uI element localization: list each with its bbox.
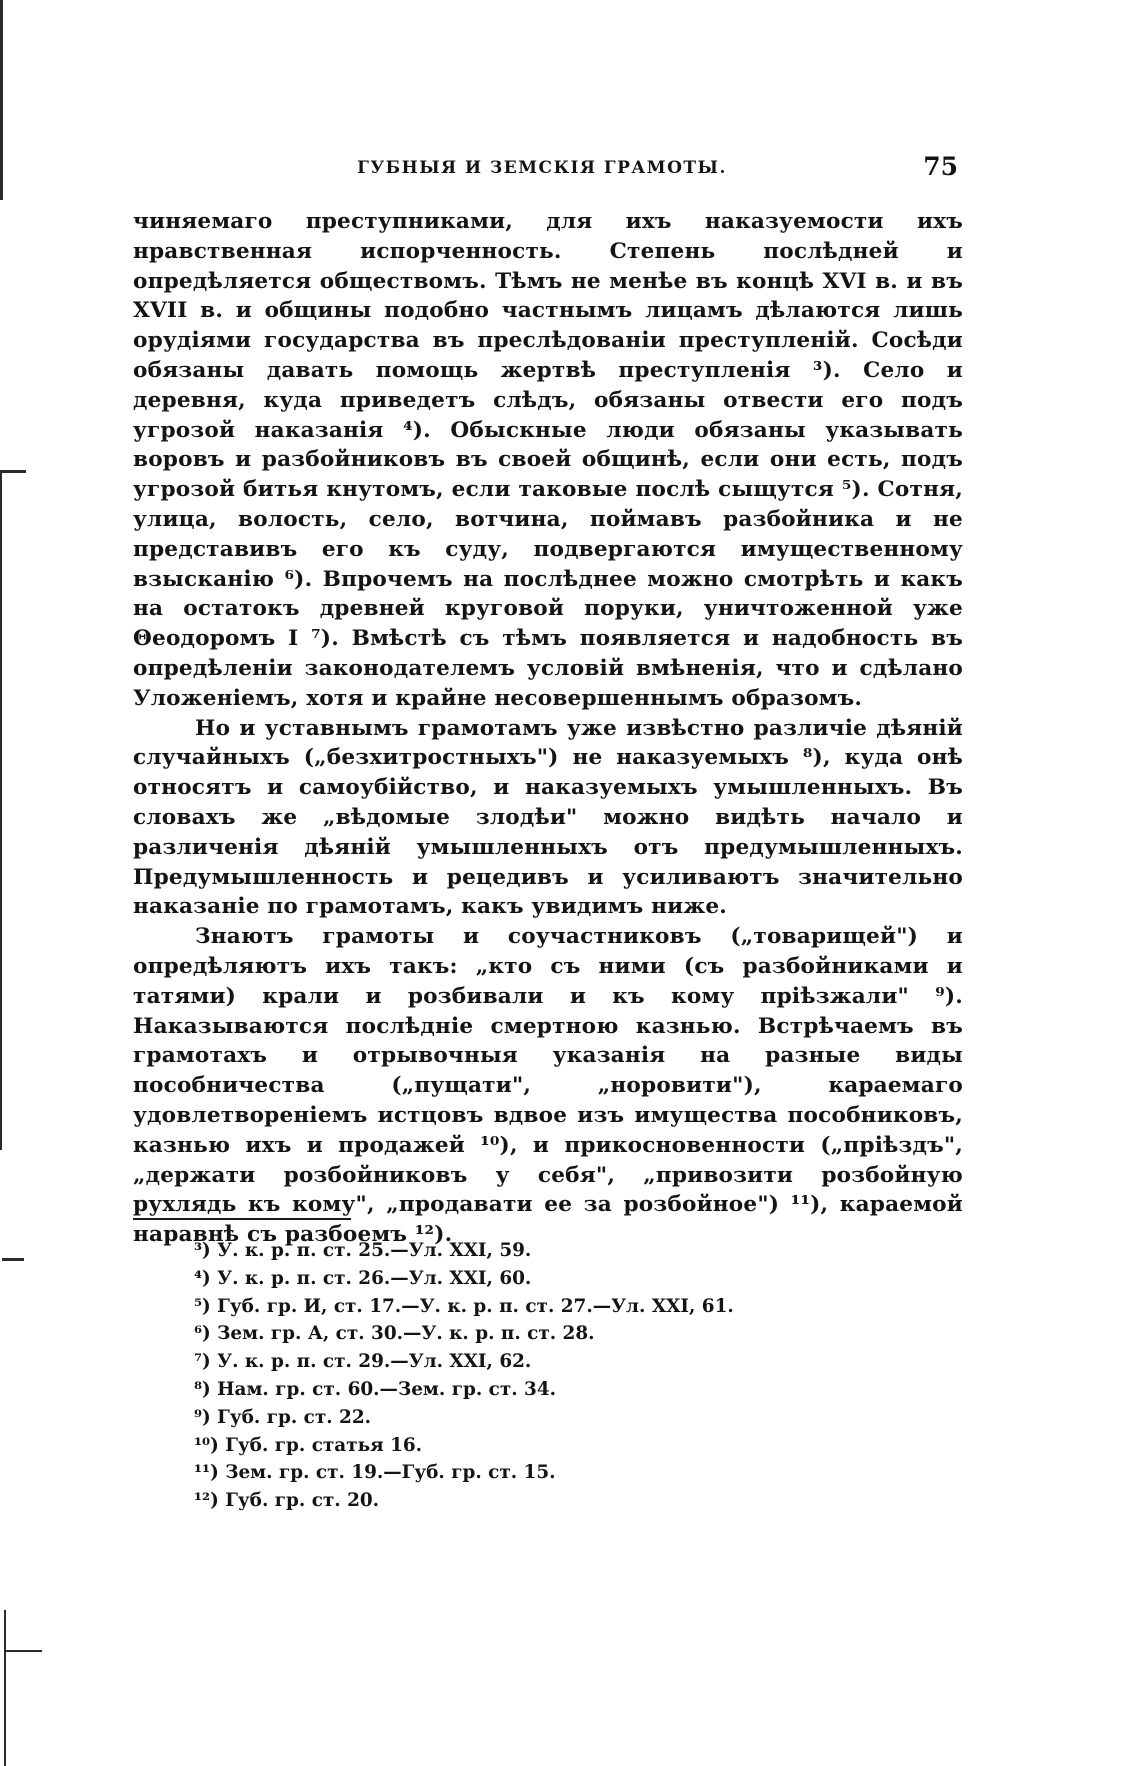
footnote: ⁹) Губ. гр. ст. 22. (194, 1406, 372, 1428)
scan-edge-line (0, 0, 3, 200)
scan-edge-mark (2, 1258, 24, 1261)
footnote: ¹²) Губ. гр. ст. 20. (194, 1490, 380, 1512)
footnote: ⁴) У. к. р. п. ст. 26.—Ул. XXI, 60. (194, 1267, 532, 1289)
paragraph: чиняемаго преступниками, для ихъ наказуемости ихъ нравственная испорченность. Степень послѣдней и опредѣляется обществомъ. Тѣмъ не менѣе въ концѣ XVI в. и въ XVII в. и общины подобно частнымъ лицамъ дѣлаются лишь орудіями государства въ преслѣдованіи преступленій. Сосѣди обязаны давать помощь жертвѣ преступленія ³). Село и деревня, куда приведетъ слѣдъ, обязаны отвести его подъ угрозой наказанія ⁴). Обыскные люди обязаны указывать воровъ и разбойниковъ въ своей общинѣ, если они есть, подъ угрозой битья кнутомъ, если таковые послѣ сыщутся ⁵). Сотня, улица, волость, село, вотчина, поймавъ разбойника и не представивъ его къ суду, подвергаются имущественному взысканію ⁶). Впрочемъ на послѣднее можно смотрѣть и какъ на остатокъ древней круговой поруки, уничтоженной уже Θеодоромъ I ⁷). Вмѣстѣ съ тѣмъ появляется и надобность въ опредѣленіи законодателемъ условій вмѣненія, что и сдѣлано Уложеніемъ, хотя и крайне несовершеннымъ образомъ. (133, 209, 963, 711)
footnote: ¹¹) Зем. гр. ст. 19.—Губ. гр. ст. 15. (194, 1462, 556, 1484)
scan-edge-mark (2, 470, 26, 473)
footnote: ⁸) Нам. гр. ст. 60.—Зем. гр. ст. 34. (194, 1378, 557, 1400)
scan-edge-line (4, 1610, 6, 1766)
page-header (118, 152, 966, 192)
paragraph: Знаютъ грамоты и соучастниковъ („товарищей") и опредѣляютъ ихъ такъ: „кто съ ними (съ разбойниками и татями) крали и розбивали и къ кому прiѣзжали" ⁹). Наказываются послѣдніе смертною казнью. Встрѣчаемъ въ грамотахъ и отрывочныя указанія на разные виды пособничества („пущати", „норовити"), караемаго удовлетвореніемъ истцовъ вдвое изъ имущества пособниковъ, казнью ихъ и продажей ¹⁰), и прикосновенности („прiѣздъ", „держати розбойниковъ у себя", „привозити розбойную рухлядь къ кому", „продавати ее за розбойное") ¹¹), караемой наравнѣ съ разбоемъ ¹²). (133, 924, 963, 1248)
footnote: ⁶) Зем. гр. А, ст. 30.—У. к. р. п. ст. 28. (194, 1323, 595, 1345)
scan-edge-mark (4, 1650, 42, 1652)
footnote-divider (133, 1218, 351, 1220)
footnote: ³) У. к. р. п. ст. 25.—Ул. XXI, 59. (194, 1240, 532, 1261)
page-number: 75 (923, 152, 958, 181)
paragraph: Но и уставнымъ грамотамъ уже извѣстно различіе дѣяній случайныхъ („безхитростныхъ") не наказуемыхъ ⁸), куда онѣ относятъ и самоубійство, и наказуемыхъ умышленныхъ. Въ словахъ же „вѣдомые злодѣи" можно видѣть начало и различенія дѣяній умышленныхъ отъ предумышленныхъ. Предумышленность и рецедивъ и усиливаютъ значительно наказаніе по грамотамъ, какъ увидимъ ниже. (133, 715, 963, 920)
running-head: ГУБНЫЯ И ЗЕМСКІЯ ГРАМОТЫ. (357, 158, 727, 178)
footnote: ⁵) Губ. гр. И, ст. 17.—У. к. р. п. ст. 27.—Ул. XXI, 61. (194, 1295, 734, 1317)
footnote: ⁷) У. к. р. п. ст. 29.—Ул. XXI, 62. (194, 1351, 532, 1373)
scan-edge-line (0, 470, 2, 1150)
footnotes (194, 1237, 894, 1515)
body-text (133, 207, 963, 1250)
footnote: ¹⁰) Губ. гр. статья 16. (194, 1434, 423, 1456)
